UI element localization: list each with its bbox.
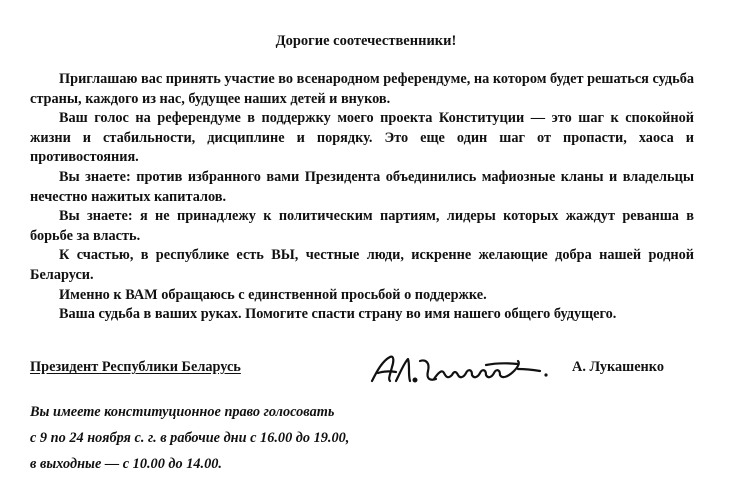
letter-body [30, 70, 694, 325]
paragraph-constitution: Ваш голос на референдуме в поддержку моего проекта Конституции — это шаг к спокойной жизни и стабильности, дисциплине и порядку. Это еще один шаг от пропасти, хаоса и противостояния. [30, 110, 694, 166]
notice-line-weekends: в выходные — с 10.00 до 14.00. [30, 456, 222, 472]
page-title: Дорогие соотечественники! [275, 33, 457, 49]
paragraph-invitation: Приглашаю вас принять участие во всенародном референдуме, на котором будет решаться судьба страны, каждого из нас, будущее наших детей и внуков. [30, 71, 694, 107]
signatory-position: Президент Республики Беларусь [30, 359, 241, 375]
paragraph-people: К счастью, в республике есть ВЫ, честные люди, искренне желающие добра нашей родной Беларуси. [30, 247, 694, 283]
paragraph-opposition: Вы знаете: против избранного вами Президента объединились мафиозные кланы и владельцы нечестно нажитых капиталов. [30, 168, 694, 205]
voting-notice [30, 399, 630, 477]
paragraph-parties: Вы знаете: я не принадлежу к политическим партиям, лидеры которых жаждут реванша в борьбе за власть. [30, 208, 694, 244]
handwritten-signature [368, 351, 568, 387]
notice-line-weekdays: с 9 по 24 ноября с. г. в рабочие дни с 16.00 до 19.00, [30, 430, 350, 446]
paragraph-appeal: Именно к ВАМ обращаюсь с единственной просьбой о поддержке. [59, 286, 487, 303]
signature-block [30, 351, 694, 387]
signatory-name: А. Лукашенко [572, 359, 664, 375]
paragraph-closing: Ваша судьба в ваших руках. Помогите спасти страну во имя нашего общего будущего. [59, 306, 617, 323]
notice-line-right: Вы имеете конституционное право голосовать [30, 404, 335, 420]
